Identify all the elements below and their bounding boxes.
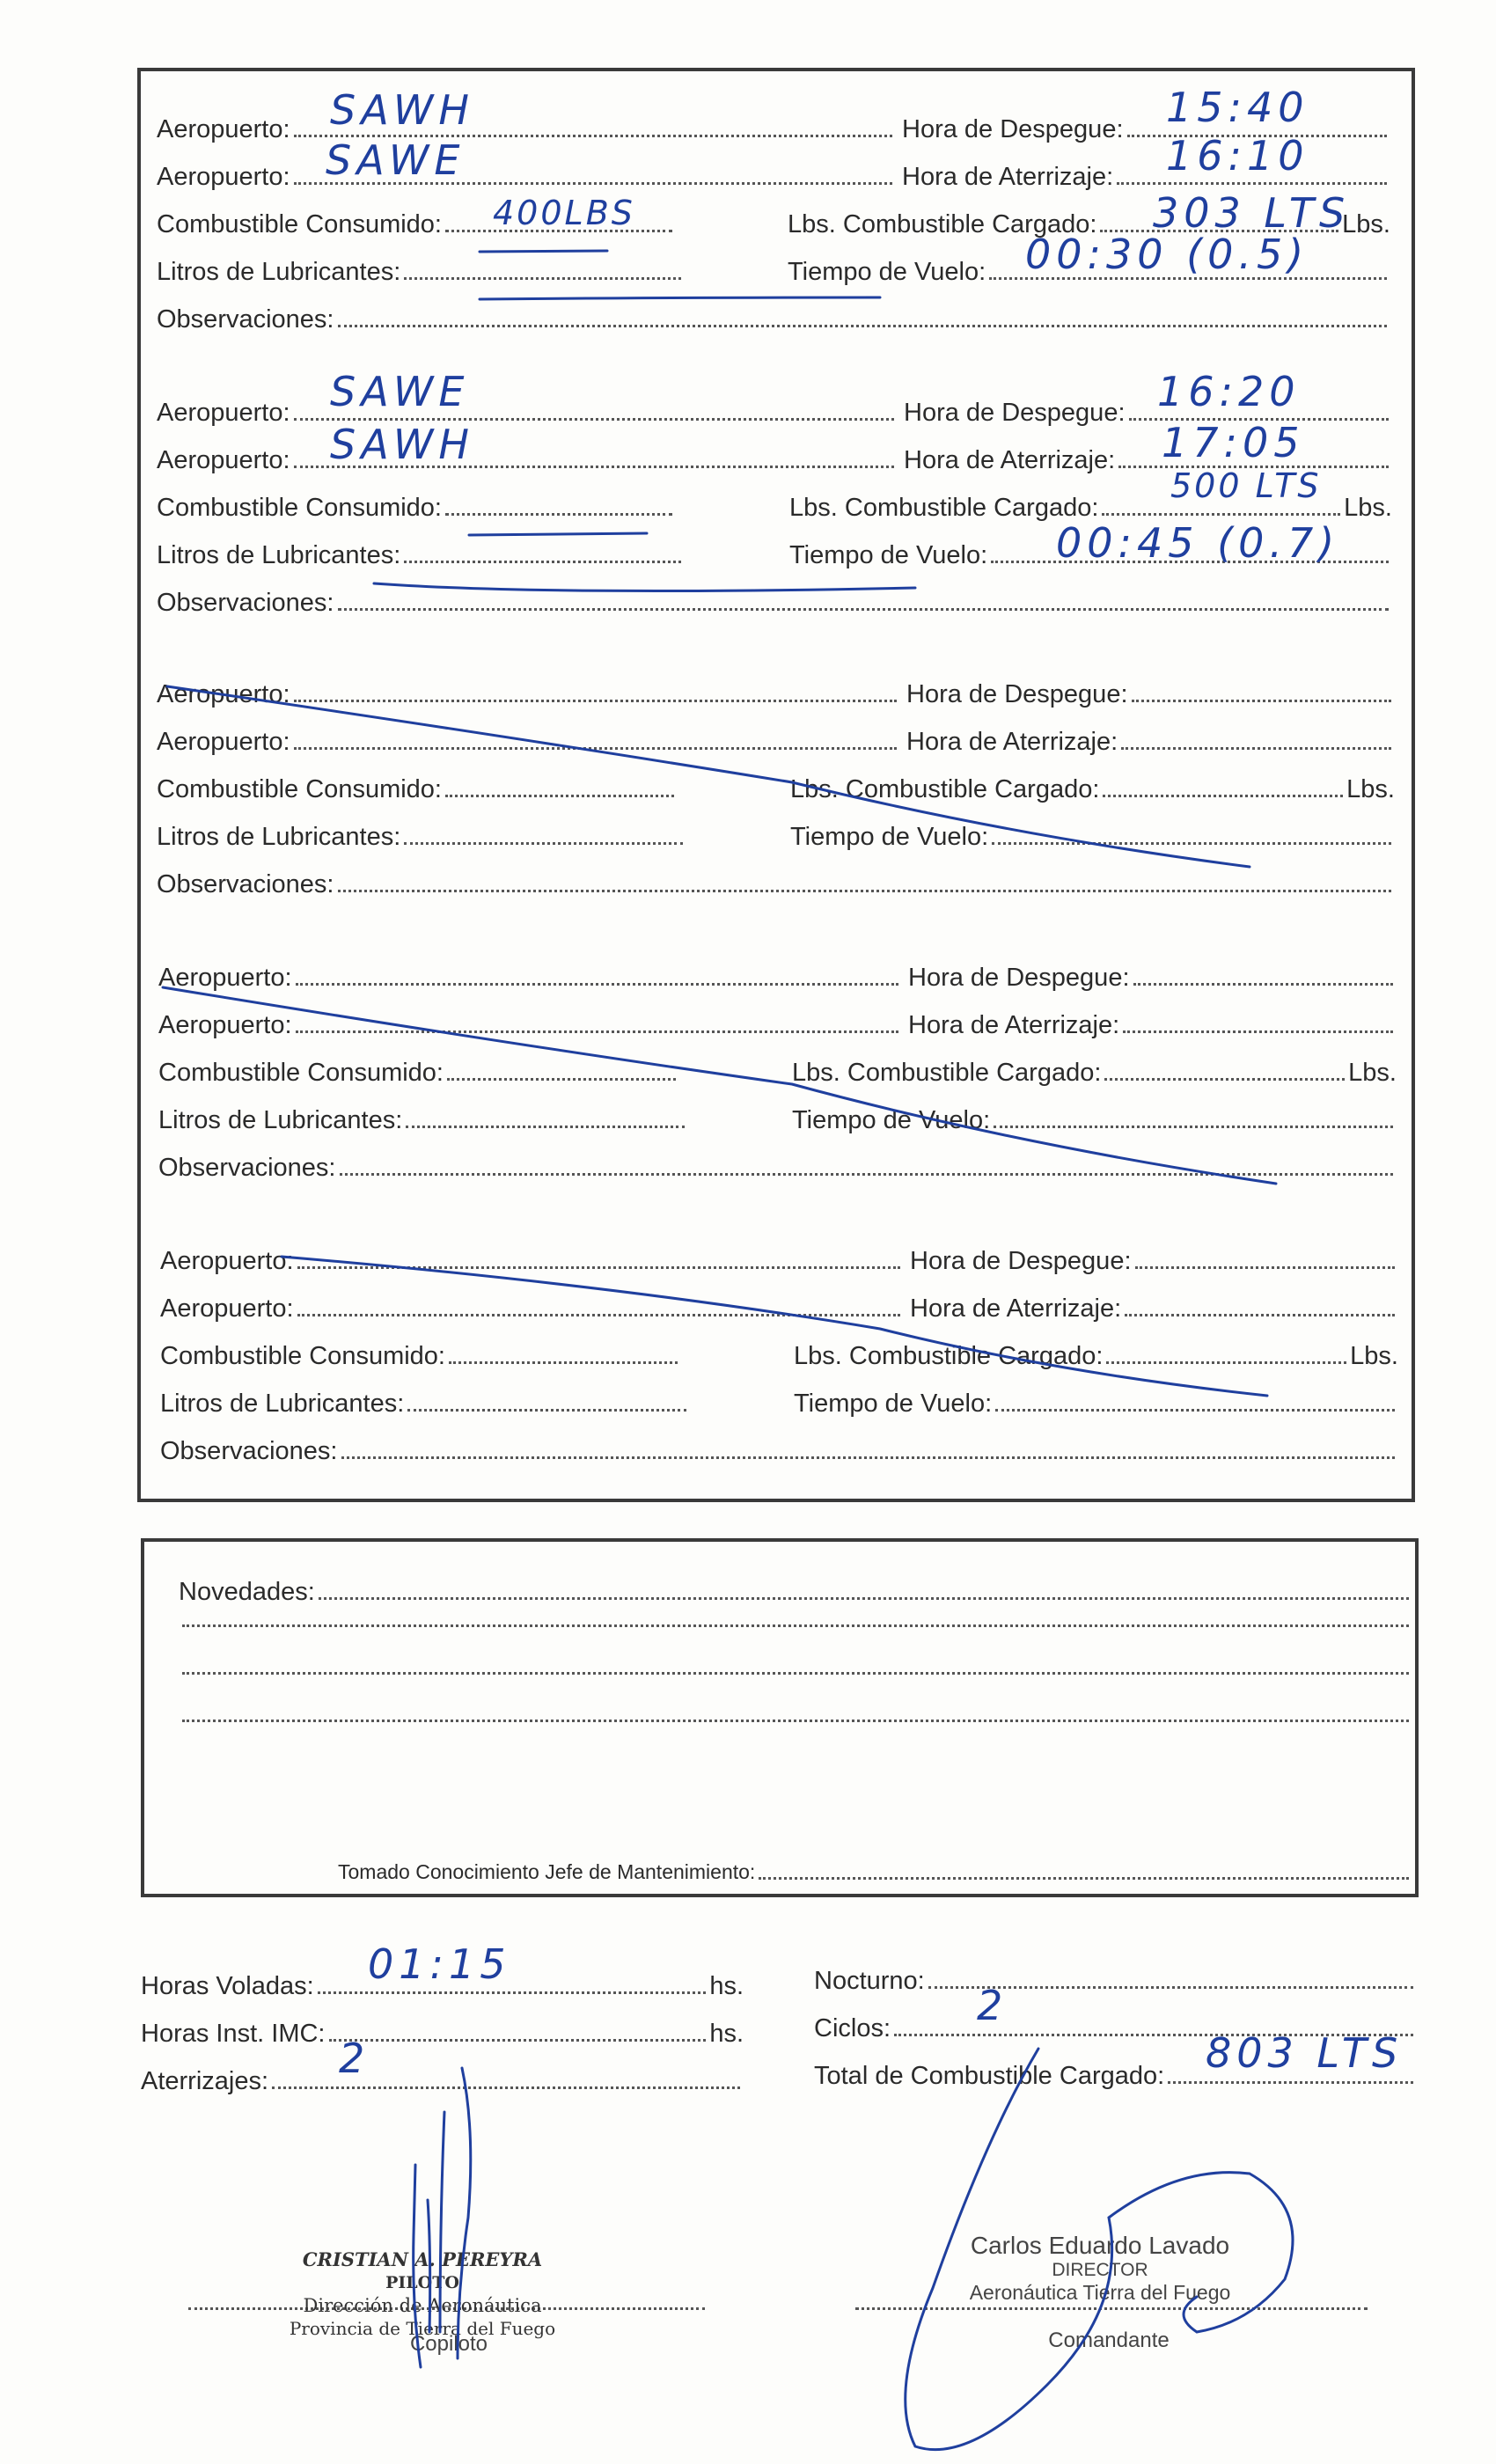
litros-lubricantes-row: Litros de Lubricantes: (158, 1105, 688, 1135)
hw-aeropuerto-llegada: SAWE (326, 136, 466, 184)
hw-aterrizajes: 2 (339, 2035, 370, 2082)
aeropuerto-llegada-row: Aeropuerto: (157, 445, 898, 475)
comandante-sign-line (852, 2307, 1371, 2317)
total-combustible-row: Total de Combustible Cargado: (814, 2061, 1417, 2091)
aeropuerto-llegada-row: Aeropuerto: (157, 162, 896, 192)
hw-ciclos: 2 (977, 1982, 1008, 2029)
combustible-cargado-row: Lbs. Combustible Cargado: Lbs. (792, 1059, 1397, 1087)
hw-aeropuerto-salida: SAWH (330, 86, 474, 134)
combustible-consumido-row: Combustible Consumido: (157, 209, 676, 239)
combustible-cargado-row: Lbs. Combustible Cargado: Lbs. (789, 494, 1392, 522)
hw-combustible-cargado: 500 LTS (1170, 466, 1322, 505)
copiloto-stamp (255, 2248, 590, 2340)
hw-hora-despegue: 16:20 (1157, 368, 1301, 415)
hora-despegue-row: Hora de Despegue: (904, 398, 1392, 428)
hw-aeropuerto-llegada: SAWH (330, 421, 474, 468)
litros-lubricantes-row: Litros de Lubricantes: (157, 257, 685, 287)
hora-despegue-row: Hora de Despegue: (910, 1246, 1398, 1276)
aeropuerto-salida-row: Aeropuerto: (158, 963, 902, 993)
hora-despegue-row: Hora de Despegue: (908, 963, 1397, 993)
hw-hora-aterrizaje: 16:10 (1166, 132, 1309, 180)
tiempo-vuelo-row: Tiempo de Vuelo: (789, 540, 1392, 570)
combustible-consumido-row: Combustible Consumido: (157, 774, 678, 804)
tiempo-vuelo-row: Tiempo de Vuelo: (794, 1389, 1398, 1419)
hora-despegue-row: Hora de Despegue: (906, 679, 1395, 709)
litros-lubricantes-row: Litros de Lubricantes: (160, 1389, 690, 1419)
aeropuerto-salida-row: Aeropuerto: (160, 1246, 904, 1276)
aeropuerto-salida-row: Aeropuerto: (157, 679, 900, 709)
comandante-label: Comandante (1048, 2328, 1170, 2352)
observaciones-row: Observaciones: (160, 1436, 1398, 1466)
litros-lubricantes-row: Litros de Lubricantes: (157, 822, 686, 852)
stamp-name: CRISTIAN A. PEREYRA (302, 2248, 543, 2270)
comandante-org: Aeronáutica Tierra del Fuego (969, 2281, 1231, 2304)
combustible-consumido-row: Combustible Consumido: (158, 1058, 679, 1088)
observaciones-row: Observaciones: (157, 588, 1392, 618)
hora-aterrizaje-row: Hora de Aterrizaje: (904, 445, 1392, 475)
hw-total-combustible: 803 LTS (1206, 2029, 1404, 2077)
horas-inst-imc-row: Horas Inst. IMC: hs. (141, 2020, 744, 2048)
tomado-conocimiento-row: Tomado Conocimiento Jefe de Mantenimiento: (338, 1857, 1412, 1887)
observaciones-row: Observaciones: (158, 1153, 1397, 1183)
combustible-cargado-row: Lbs. Combustible Cargado: Lbs. (788, 210, 1390, 238)
stamp-org-2: Provincia de Tierra del Fuego (289, 2318, 556, 2339)
stamp-org-1: Dirección de Aeronáutica (303, 2295, 542, 2316)
combustible-cargado-row: Lbs. Combustible Cargado: Lbs. (790, 775, 1395, 803)
novedades-line-3 (179, 1672, 1412, 1682)
combustible-consumido-row: Combustible Consumido: (157, 493, 676, 523)
comandante-role: DIRECTOR (1052, 2260, 1148, 2280)
hora-aterrizaje-row: Hora de Aterrizaje: (906, 727, 1395, 757)
aeropuerto-llegada-row: Aeropuerto: (157, 727, 900, 757)
litros-lubricantes-row: Litros de Lubricantes: (157, 540, 685, 570)
hora-aterrizaje-row: Hora de Aterrizaje: (908, 1010, 1397, 1040)
hora-aterrizaje-row: Hora de Aterrizaje: (910, 1294, 1398, 1324)
ciclos-row: Ciclos: (814, 2013, 1417, 2043)
comandante-stamp (933, 2232, 1267, 2305)
novedades-row: Novedades: (179, 1577, 1412, 1607)
hw-tiempo-vuelo: 00:45 (0.7) (1056, 519, 1340, 567)
observaciones-row: Observaciones: (157, 869, 1395, 899)
hw-combustible-consumido: 400LBS (493, 194, 635, 232)
novedades-line-2 (179, 1624, 1412, 1634)
hw-combustible-cargado: 303 LTS (1153, 189, 1351, 237)
aeropuerto-llegada-row: Aeropuerto: (160, 1294, 904, 1324)
stamp-role: PILOTO (385, 2273, 459, 2292)
combustible-consumido-row: Combustible Consumido: (160, 1341, 681, 1371)
hw-hora-despegue: 15:40 (1166, 84, 1309, 131)
aeropuerto-salida-row: Aeropuerto: (157, 114, 896, 144)
hw-hora-aterrizaje: 17:05 (1162, 419, 1305, 466)
hora-aterrizaje-row: Hora de Aterrizaje: (902, 162, 1390, 192)
novedades-line-4 (179, 1720, 1412, 1729)
tiempo-vuelo-row: Tiempo de Vuelo: (792, 1105, 1397, 1135)
observaciones-row: Observaciones: (157, 304, 1390, 334)
aeropuerto-llegada-row: Aeropuerto: (158, 1010, 902, 1040)
hw-aeropuerto-salida: SAWE (330, 368, 470, 415)
combustible-cargado-row: Lbs. Combustible Cargado: Lbs. (794, 1342, 1398, 1370)
hw-tiempo-vuelo: 00:30 (0.5) (1025, 231, 1309, 278)
hw-horas-voladas: 01:15 (368, 1940, 511, 1988)
horas-voladas-row: Horas Voladas: hs. (141, 1972, 744, 2000)
hora-despegue-row: Hora de Despegue: (902, 114, 1390, 144)
aeropuerto-salida-row: Aeropuerto: (157, 398, 898, 428)
tiempo-vuelo-row: Tiempo de Vuelo: (790, 822, 1395, 852)
nocturno-row: Nocturno: (814, 1966, 1417, 1996)
aterrizajes-row: Aterrizajes: (141, 2066, 744, 2096)
copiloto-label: Copiloto (409, 2332, 488, 2356)
comandante-name: Carlos Eduardo Lavado (970, 2232, 1230, 2259)
tiempo-vuelo-row: Tiempo de Vuelo: (788, 257, 1390, 287)
